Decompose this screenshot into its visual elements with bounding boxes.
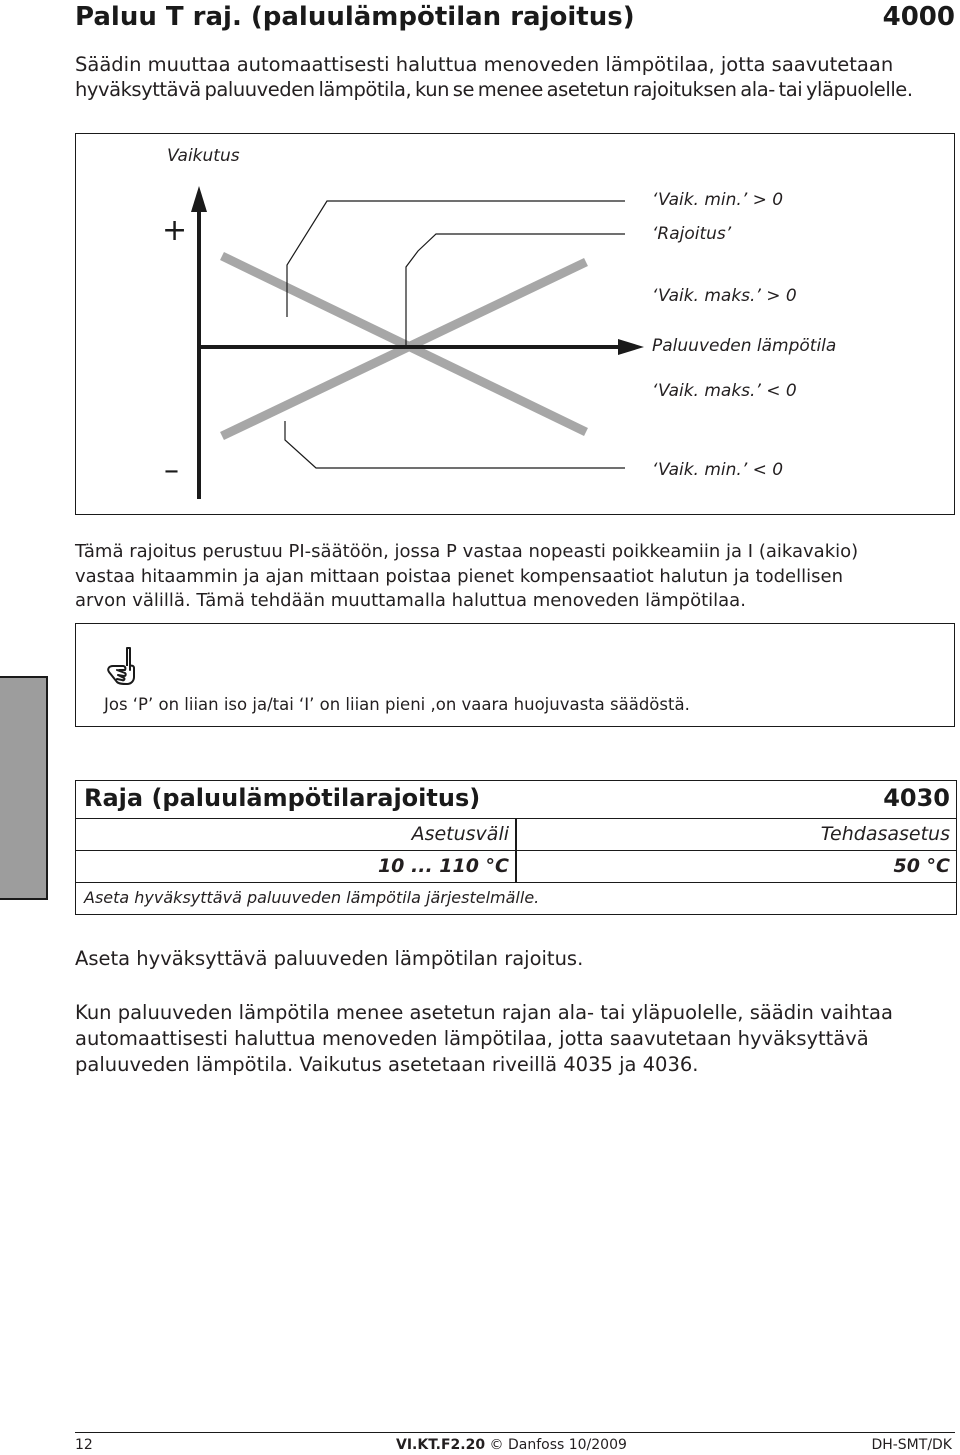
footer-divider — [75, 1432, 955, 1433]
parameter-code: 4030 — [883, 784, 950, 812]
range-value: 10 ... 110 °C — [377, 855, 509, 877]
default-value: 50 °C — [893, 855, 950, 877]
parameter-hint: Aseta hyväksyttävä paluuveden lämpötila järjestelmälle. — [84, 888, 540, 907]
plus-sign: + — [162, 213, 188, 248]
footer-center — [396, 1437, 627, 1453]
note-box — [75, 623, 955, 727]
section-code: 4000 — [882, 2, 955, 32]
pi-line: arvon välillä. Tämä tehdään muuttamalla haluttua menoveden lämpötilaa. — [75, 590, 746, 611]
intro-paragraph — [75, 52, 955, 102]
pi-line: Tämä rajoitus perustuu PI-säätöön, jossa P vastaa nopeasti poikkeamiin ja I (aikavakio) — [75, 541, 859, 562]
default-header: Tehdasasetus — [820, 823, 950, 845]
label-rajoitus: ‘Rajoitus’ — [652, 224, 732, 244]
parameter-table — [75, 780, 957, 915]
x-axis-arrowhead — [618, 339, 644, 355]
y-axis-arrowhead — [191, 186, 207, 212]
parameter-title-row — [76, 781, 956, 819]
auto-line: automaattisesti haluttua menoveden lämpötilaa, jotta saavutetaan hyväksyttävä — [75, 1027, 869, 1050]
pi-paragraph — [75, 540, 955, 614]
side-tab — [0, 676, 48, 900]
leader-vaik-min-pos — [287, 201, 625, 317]
section-title: Paluu T raj. (paluulämpötilan rajoitus) — [75, 2, 635, 32]
y-axis-label: Vaikutus — [167, 146, 240, 166]
label-vaik-maks-neg: ‘Vaik. maks.’ < 0 — [652, 381, 797, 401]
diagram-graphics — [76, 134, 956, 516]
intro-line: hyväksyttävä paluuveden lämpötila, kun se menee asetetun rajoituksen ala- tai yläpuolelle. — [75, 78, 913, 101]
range-header: Asetusväli — [411, 823, 509, 845]
note-text: Jos ‘P’ on liian iso ja/tai ‘I’ on liian pieni ,on vaara huojuvasta säädöstä. — [104, 695, 690, 714]
parameter-title: Raja (paluulämpötilarajoitus) — [84, 784, 481, 812]
copyright: © Danfoss 10/2009 — [489, 1437, 627, 1453]
auto-adjust-paragraph — [75, 1000, 955, 1078]
label-vaik-maks-pos: ‘Vaik. maks.’ > 0 — [652, 286, 797, 306]
set-limit-text: Aseta hyväksyttävä paluuveden lämpötilan rajoitus. — [75, 947, 584, 970]
column-divider — [515, 819, 517, 883]
x-axis-label: Paluuveden lämpötila — [652, 336, 837, 356]
department-code: DH-SMT/DK — [871, 1437, 952, 1453]
minus-sign: – — [164, 453, 179, 488]
pointing-hand-icon — [103, 646, 139, 686]
label-vaik-min-pos: ‘Vaik. min.’ > 0 — [652, 190, 784, 210]
intro-line: Säädin muuttaa automaattisesti haluttua menoveden lämpötilaa, jotta saavutetaan — [75, 53, 894, 76]
parameter-hint-row — [76, 883, 956, 914]
auto-line: paluuveden lämpötila. Vaikutus asetetaan riveillä 4035 ja 4036. — [75, 1053, 699, 1076]
limitation-diagram — [75, 133, 955, 515]
pi-line: vastaa hitaammin ja ajan mittaan poistaa pienet kompensaatiot halutun ja todellisen — [75, 565, 843, 587]
section-heading — [75, 2, 955, 38]
document-id: VI.KT.F2.20 — [396, 1437, 486, 1453]
page-number: 12 — [75, 1437, 93, 1453]
auto-line: Kun paluuveden lämpötila menee asetetun rajan ala- tai yläpuolelle, säädin vaihtaa — [75, 1001, 893, 1024]
label-vaik-min-neg: ‘Vaik. min.’ < 0 — [652, 460, 784, 480]
